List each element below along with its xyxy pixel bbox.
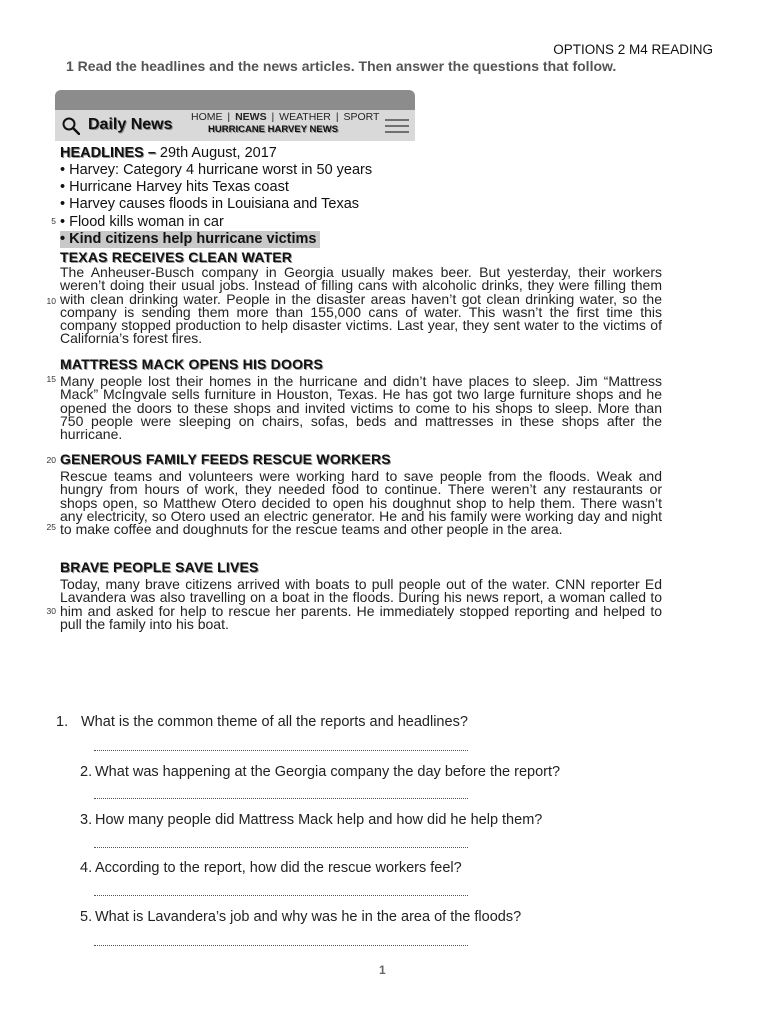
article-title: MATTRESS MACK OPENS HIS DOORS [60, 356, 324, 372]
article-body: Today, many brave citizens arrived with boats to pull people out of the water. CNN reporter Ed Lavandera was also travelling on a boat in the floods. During his news report, a woman called to him and asked for help to rescue her parents. He immediately stopped reporting and helped to pull the family into his boat. [60, 576, 662, 632]
line-number: 5 [51, 216, 56, 226]
headline-item: • Harvey: Category 4 hurricane worst in 50 years [60, 162, 373, 178]
newspaper-nav [191, 111, 379, 123]
headlines-label: HEADLINES – [60, 145, 156, 161]
headline-list [60, 162, 372, 248]
newspaper-strap: HURRICANE HARVEY NEWS [208, 124, 339, 135]
nav-sport: SPORT [343, 111, 380, 123]
headline-item: • Hurricane Harvey hits Texas coast [60, 179, 289, 196]
newspaper-top-bar [55, 90, 415, 110]
headline-item: • Harvey causes floods in Louisiana and Texas [60, 196, 360, 213]
question-number: 2. [80, 764, 93, 780]
search-icon [62, 117, 80, 135]
line-number: 15 [46, 374, 56, 384]
article-body: Many people lost their homes in the hurricane and didn’t have places to sleep. Jim “Mattress Mack” McIngvale sells furniture in Houston, Texas. He has got two large furniture shops and he opened the doors to these shops and invited victims to come to his shops to sleep. More than 750 people were sleeping on chairs, sofas, beds and mattresses in these shops after the hurricane. [60, 373, 662, 443]
answer-line[interactable] [94, 750, 468, 751]
article-body: Rescue teams and volunteers were working hard to save people from the floods. Weak and hungry from hours of work, they needed food to continue. There weren’t any restaurants or shops open, so Matthew Otero decided to open his doughnut shop to help them. There wasn’t any electricity, so Otero used an electric generator. He and his family were working day and night to make coffee and doughnuts for the rescue teams and other people in the area. [60, 468, 662, 538]
menu-icon [385, 119, 409, 133]
article-title: TEXAS RECEIVES CLEAN WATER [60, 249, 293, 265]
answer-line[interactable] [94, 798, 468, 799]
headlines-date: 29th August, 2017 [155, 145, 277, 161]
nav-sep: | [335, 111, 339, 123]
headline-item-highlighted: • Kind citizens help hurricane victims [60, 231, 320, 248]
line-number: 30 [46, 606, 56, 616]
nav-home: HOME [191, 111, 223, 123]
question-number: 5. [80, 909, 93, 925]
page-number: 1 [379, 963, 386, 977]
answer-line[interactable] [94, 945, 468, 946]
nav-weather: WEATHER [279, 111, 331, 123]
answer-line[interactable] [94, 847, 468, 848]
line-number: 10 [46, 296, 56, 306]
line-number: 20 [46, 455, 56, 465]
article-body: The Anheuser-Busch company in Georgia usually makes beer. But yesterday, their workers weren’t doing their usual jobs. Instead of filling cans with alcoholic drinks, they were filling them with clean drinking water. People in the disaster areas haven’t got clean drinking water, so the company is sending them more than 155,000 cans of water. This wasn’t the first time this company stopped production to help disaster victims. Last year, they sent water to the victims of California’s forest fires. [60, 264, 662, 347]
nav-sep: | [227, 111, 231, 123]
question-text: According to the report, how did the rescue workers feel? [95, 860, 462, 876]
question-number: 3. [80, 812, 93, 828]
question-text: What was happening at the Georgia company the day before the report? [95, 764, 561, 780]
course-title: OPTIONS 2 M4 READING [553, 42, 713, 57]
nav-news: NEWS [235, 111, 267, 123]
answer-line[interactable] [94, 895, 468, 896]
question-number: 4. [80, 860, 93, 876]
newspaper-brand: Daily News [88, 116, 173, 133]
question-text: How many people did Mattress Mack help and how did he help them? [95, 812, 543, 828]
nav-sep: | [271, 111, 275, 123]
article-title: GENEROUS FAMILY FEEDS RESCUE WORKERS [60, 451, 391, 467]
headlines-heading [60, 145, 277, 161]
question-text: What is the common theme of all the reports and headlines? [81, 714, 468, 730]
article-title: BRAVE PEOPLE SAVE LIVES [60, 559, 259, 575]
headline-item: • Flood kills woman in car [60, 213, 224, 230]
line-number: 25 [46, 522, 56, 532]
instruction: 1 Read the headlines and the news articles. Then answer the questions that follow. [66, 58, 617, 74]
question-number: 1. [56, 714, 69, 730]
question-text: What is Lavandera’s job and why was he in the area of the floods? [95, 909, 522, 925]
